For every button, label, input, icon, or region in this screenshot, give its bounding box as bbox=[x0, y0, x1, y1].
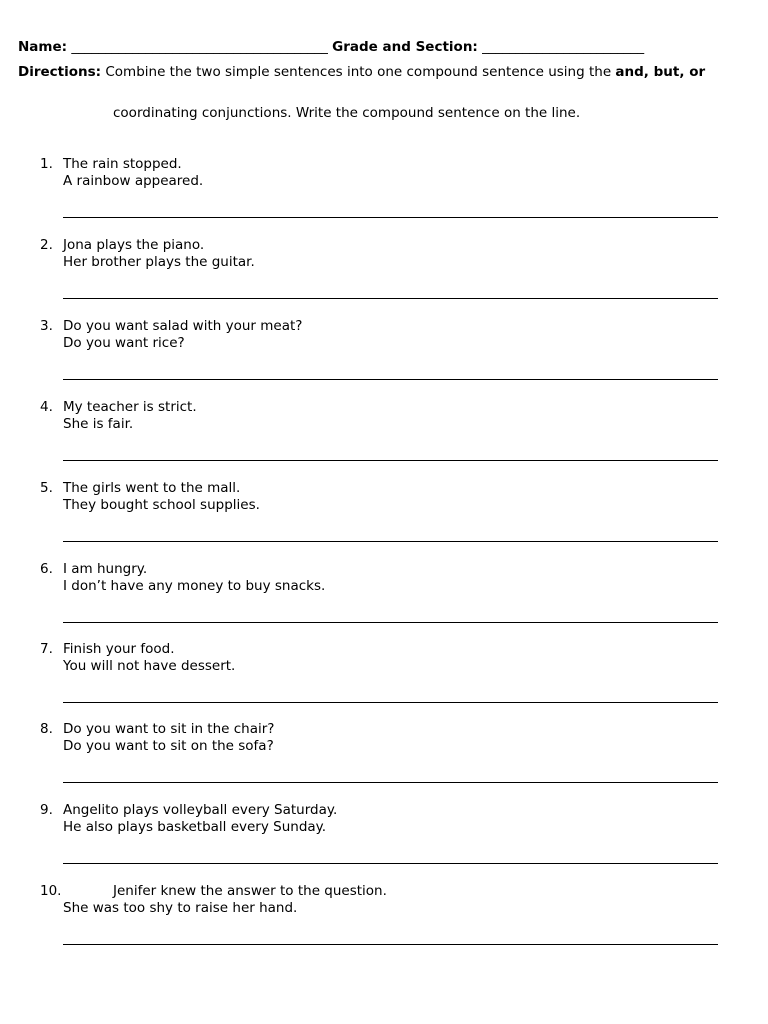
first-sentence: Jenifer knew the answer to the question. bbox=[113, 883, 387, 899]
directions-label: Directions: bbox=[18, 64, 102, 80]
first-sentence: The rain stopped. bbox=[63, 156, 182, 172]
answer-line[interactable] bbox=[63, 782, 718, 783]
item-number: 8. bbox=[40, 721, 53, 737]
second-sentence: She was too shy to raise her hand. bbox=[63, 899, 298, 916]
first-sentence: The girls went to the mall. bbox=[63, 480, 241, 496]
second-sentence: I don’t have any money to buy snacks. bbox=[63, 577, 326, 594]
directions-conjunctions: and, but, or bbox=[615, 64, 706, 80]
first-sentence: My teacher is strict. bbox=[63, 399, 197, 415]
answer-line[interactable] bbox=[63, 217, 718, 218]
answer-line[interactable] bbox=[63, 944, 718, 945]
directions bbox=[18, 64, 738, 81]
item-number: 5. bbox=[40, 480, 53, 496]
first-sentence: Jona plays the piano. bbox=[63, 237, 205, 253]
second-sentence: You will not have dessert. bbox=[63, 657, 236, 674]
item-number: 10. bbox=[40, 883, 62, 899]
answer-line[interactable] bbox=[63, 298, 718, 299]
name-blank: ______________________________________ bbox=[71, 39, 328, 55]
directions-continuation: coordinating conjunctions. Write the compound sentence on the line. bbox=[113, 105, 581, 121]
grade-section-blank: ________________________ bbox=[482, 39, 645, 55]
answer-line[interactable] bbox=[63, 863, 718, 864]
item-number: 9. bbox=[40, 802, 53, 818]
second-sentence: He also plays basketball every Sunday. bbox=[63, 818, 327, 835]
second-sentence: Do you want rice? bbox=[63, 334, 185, 351]
answer-line[interactable] bbox=[63, 702, 718, 703]
answer-line[interactable] bbox=[63, 541, 718, 542]
answer-line[interactable] bbox=[63, 460, 718, 461]
first-sentence: Angelito plays volleyball every Saturday. bbox=[63, 802, 338, 818]
header-line bbox=[18, 39, 644, 56]
first-sentence: Finish your food. bbox=[63, 641, 175, 657]
item-number: 7. bbox=[40, 641, 53, 657]
first-sentence: I am hungry. bbox=[63, 561, 148, 577]
first-sentence: Do you want to sit in the chair? bbox=[63, 721, 275, 737]
item-number: 3. bbox=[40, 318, 53, 334]
second-sentence: Her brother plays the guitar. bbox=[63, 253, 255, 270]
directions-text: Combine the two simple sentences into one compound sentence using the bbox=[101, 64, 616, 80]
item-number: 2. bbox=[40, 237, 53, 253]
item-number: 4. bbox=[40, 399, 53, 415]
answer-line[interactable] bbox=[63, 622, 718, 623]
answer-line[interactable] bbox=[63, 379, 718, 380]
grade-section-label: Grade and Section: bbox=[332, 39, 478, 55]
name-label: Name: bbox=[18, 39, 68, 55]
item-number: 6. bbox=[40, 561, 53, 577]
second-sentence: She is fair. bbox=[63, 415, 134, 432]
first-sentence: Do you want salad with your meat? bbox=[63, 318, 303, 334]
second-sentence: They bought school supplies. bbox=[63, 496, 260, 513]
second-sentence: Do you want to sit on the sofa? bbox=[63, 737, 274, 754]
second-sentence: A rainbow appeared. bbox=[63, 172, 204, 189]
item-number: 1. bbox=[40, 156, 53, 172]
